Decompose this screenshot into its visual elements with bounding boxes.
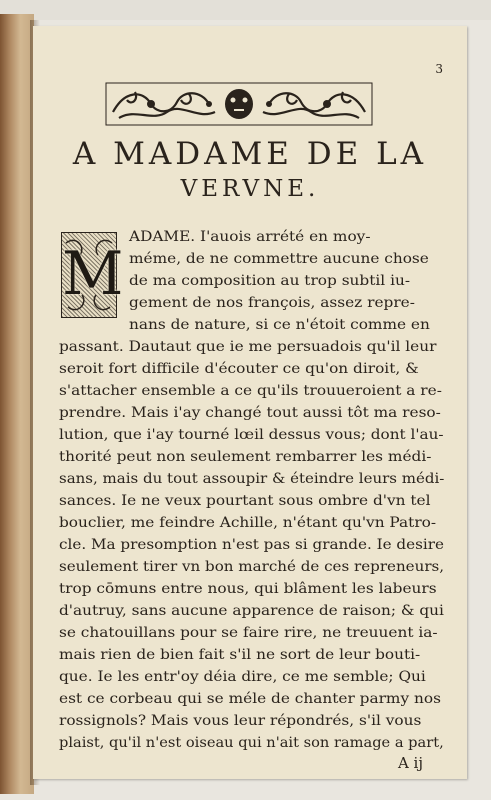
body-line: cle. Ma presomption n'est pas si grande. Ie desire	[59, 537, 444, 553]
body-line: lution, que i'ay tourné lœil dessus vous; dont l'au-	[59, 427, 444, 443]
dedication-title-name: VERVNE.	[180, 176, 320, 202]
body-line: thorité peut non seulement rembarrer les médi-	[59, 449, 432, 465]
body-line: seulement tirer vn bon marché de ces repreneurs,	[59, 559, 445, 575]
body-line: sances. Ie ne veux pourtant sous ombre d'vn tel	[59, 493, 431, 509]
body-line: est ce corbeau qui se méle de chanter parmy nos	[59, 691, 441, 707]
body-line: d'autruy, sans aucune apparence de raison; & qui	[59, 603, 444, 619]
decorated-initial	[61, 232, 124, 318]
initial-letter: M	[62, 239, 124, 309]
page-number: 3	[435, 62, 443, 76]
dedication-title: A MADAME DE LA	[72, 136, 428, 172]
body-line: plaist, qu'il n'est oiseau qui n'ait son ramage a part,	[59, 735, 444, 751]
background-strip	[0, 0, 491, 20]
body-line: s'attacher ensemble a ce qu'ils trouueroient a re-	[59, 383, 442, 399]
book-spine	[0, 14, 34, 794]
body-line: sans, mais du tout assoupir & éteindre leurs médi-	[59, 471, 445, 487]
body-line: se chatouillans pour se faire rire, ne treuuent ia-	[59, 625, 438, 641]
book-page	[33, 26, 467, 779]
body-line: rossignols? Mais vous leur répondrés, s'il vous	[59, 713, 422, 729]
body-line: seroit fort difficile d'écouter ce qu'on diroit, &	[59, 361, 419, 377]
body-line: passant. Dautaut que ie me persuadois qu'il leur	[59, 339, 437, 355]
signature-mark: A ij	[397, 754, 423, 772]
floral-headpiece-ornament	[105, 82, 373, 126]
body-line: que. Ie les entr'oy déia dire, ce me semble; Qui	[59, 669, 426, 685]
body-line: de ma composition au trop subtil iu-	[129, 273, 411, 289]
body-line: trop cōmuns entre nous, qui blâment les labeurs	[59, 581, 437, 597]
body-line: bouclier, me feindre Achille, n'étant qu'vn Patro-	[59, 515, 437, 531]
body-line: nans de nature, si ce n'étoit comme en	[129, 317, 430, 333]
body-line: ADAME. I'auois arrété en moy-	[129, 229, 371, 245]
body-line: gement de nos françois, assez repre-	[129, 295, 415, 311]
body-line: mais rien de bien fait s'il ne sort de leur bouti-	[59, 647, 421, 663]
body-line: méme, de ne commettre aucune chose	[129, 251, 429, 267]
body-line: prendre. Mais i'ay changé tout aussi tôt ma reso-	[59, 405, 441, 421]
